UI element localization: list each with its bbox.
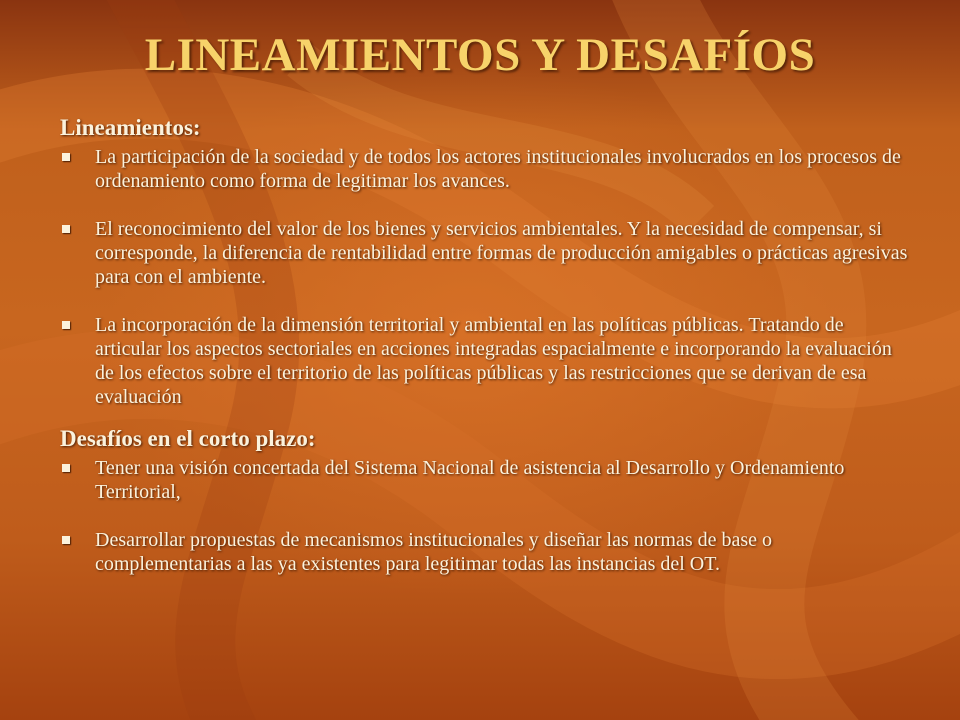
bullet-list bbox=[60, 145, 910, 409]
list-item-text: La incorporación de la dimensión territorial y ambiental en las políticas públicas. Tratando de articular los aspectos sectoriales en acciones integradas espacialmente e incorporando la evaluación de los efectos sobre el territorio de las políticas públicas y las restricciones que se derivan de esa evaluación bbox=[95, 314, 892, 408]
section-heading: Lineamientos: bbox=[60, 115, 201, 140]
slide-content bbox=[60, 114, 910, 576]
list-item-text: Desarrollar propuestas de mecanismos institucionales y diseñar las normas de base o complementarias a las ya existentes para legitimar todas las instancias del OT. bbox=[95, 529, 773, 575]
list-item-text: La participación de la sociedad y de todos los actores institucionales involucrados en los procesos de ordenamiento como forma de legitimar los avances. bbox=[95, 146, 901, 192]
list-item bbox=[60, 528, 910, 576]
list-item bbox=[60, 456, 910, 504]
slide-title: LINEAMIENTOS Y DESAFÍOS bbox=[144, 29, 816, 81]
section-lineamientos bbox=[60, 114, 910, 409]
section-desafios bbox=[60, 425, 910, 576]
list-item bbox=[60, 217, 910, 289]
list-item-text: Tener una visión concertada del Sistema Nacional de asistencia al Desarrollo y Ordenamiento Territorial, bbox=[95, 457, 845, 503]
square-bullet-icon bbox=[62, 536, 70, 544]
bullet-list bbox=[60, 456, 910, 576]
square-bullet-icon bbox=[62, 225, 70, 233]
square-bullet-icon bbox=[62, 153, 70, 161]
list-item-text: El reconocimiento del valor de los bienes y servicios ambientales. Y la necesidad de compensar, si corresponde, la diferencia de rentabilidad entre formas de producción amigables o prácticas agresivas para con el ambiente. bbox=[95, 218, 908, 288]
section-heading: Desafíos en el corto plazo: bbox=[60, 426, 316, 451]
list-item bbox=[60, 145, 910, 193]
square-bullet-icon bbox=[62, 321, 70, 329]
list-item bbox=[60, 313, 910, 409]
square-bullet-icon bbox=[62, 464, 70, 472]
